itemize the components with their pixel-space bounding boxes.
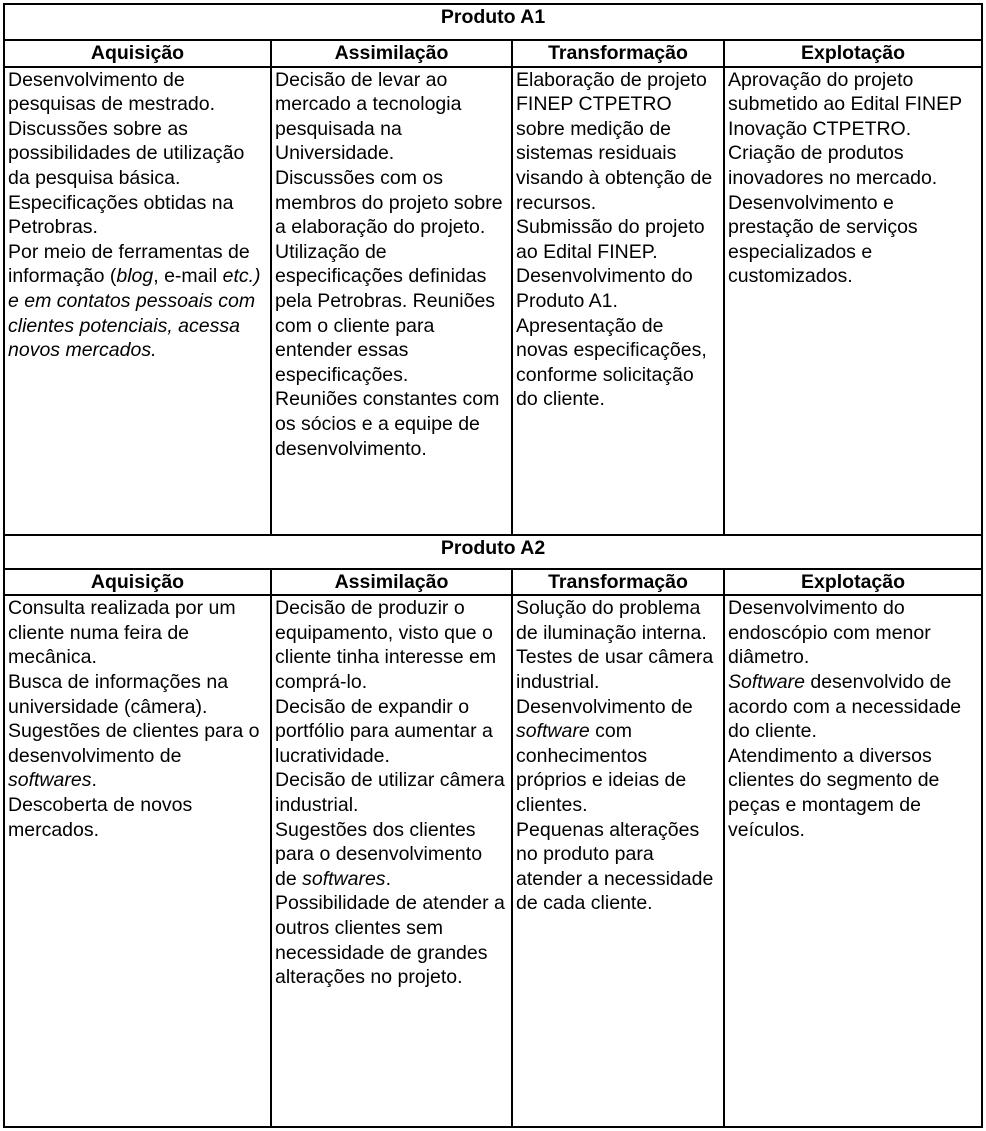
cell-paragraph: Atendimento a diversos clientes do segmento de peças e montagem de veículos.	[728, 744, 940, 841]
cell-a2-explotacao	[724, 595, 982, 1127]
cell-paragraph: Utilização de especificações definidas pela Petrobras. Reuniões com o cliente para entender essas especificações.	[275, 240, 496, 386]
cell-a1-explotacao	[724, 67, 982, 535]
cell-a1-assimilacao	[271, 67, 512, 535]
cell-a2-assimilacao	[271, 595, 512, 1127]
analysis-table	[3, 3, 983, 1128]
col-head-aquisicao: Aquisição	[4, 569, 271, 596]
cell-paragraph: Por meio de ferramentas de informação (blog, e-mail etc.) e em contatos pessoais com clientes potenciais, acessa novos mercados.	[8, 240, 261, 362]
cell-paragraph: Descoberta de novos mercados.	[8, 793, 193, 841]
cell-paragraph: Busca de informações na universidade (câmera).	[8, 670, 229, 718]
col-head-transformacao: Transformação	[512, 569, 724, 596]
cell-paragraph: Decisão de levar ao mercado a tecnologia pesquisada na Universidade.	[275, 68, 462, 165]
col-head-aquisicao: Aquisição	[4, 40, 271, 67]
section-title-produto-a2: Produto A2	[4, 535, 982, 569]
cell-paragraph: Desenvolvimento do endoscópio com menor diâmetro.	[728, 597, 931, 669]
col-head-explotacao: Explotação	[724, 569, 982, 596]
cell-a2-aquisicao	[4, 595, 271, 1127]
cell-paragraph: Desenvolvimento e prestação de serviços especializados e customizados.	[728, 191, 918, 288]
cell-a1-transformacao	[512, 67, 724, 535]
col-head-transformacao: Transformação	[512, 40, 724, 67]
cell-a2-transformacao	[512, 595, 724, 1127]
cell-paragraph: Especificações obtidas na Petrobras.	[8, 191, 234, 239]
cell-paragraph: Software desenvolvido de acordo com a necessidade do cliente.	[728, 670, 962, 743]
cell-paragraph: Elaboração de projeto FINEP CTPETRO sobre medição de sistemas residuais visando à obtenção de recursos.	[516, 68, 713, 214]
col-head-assimilacao: Assimilação	[271, 40, 512, 67]
cell-paragraph: Sugestões dos clientes para o desenvolvimento de softwares.	[275, 818, 483, 890]
cell-paragraph: Testes de usar câmera industrial.	[516, 646, 714, 693]
cell-paragraph: Desenvolvimento de pesquisas de mestrado.	[8, 68, 216, 116]
cell-paragraph: Consulta realizada por um cliente numa feira de mecânica.	[8, 597, 236, 669]
cell-paragraph: Criação de produtos inovadores no mercado.	[728, 142, 938, 189]
cell-paragraph: Desenvolvimento do Produto A1.	[516, 265, 693, 312]
cell-paragraph: Decisão de utilizar câmera industrial.	[275, 769, 505, 816]
cell-paragraph: Aprovação do projeto submetido ao Edital FINEP Inovação CTPETRO.	[728, 68, 962, 140]
col-head-explotacao: Explotação	[724, 40, 982, 67]
section-title-produto-a1: Produto A1	[4, 4, 982, 40]
cell-paragraph: Discussões sobre as possibilidades de utilização da pesquisa básica.	[8, 117, 245, 189]
cell-paragraph: Sugestões de clientes para o desenvolvimento de softwares.	[8, 720, 260, 792]
cell-paragraph: Reuniões constantes com os sócios e a equipe de desenvolvimento.	[275, 388, 500, 460]
cell-paragraph: Possibilidade de atender a outros clientes sem necessidade de grandes alterações no projeto.	[275, 892, 505, 989]
cell-paragraph: Decisão de produzir o equipamento, visto que o cliente tinha interesse em comprá-lo.	[275, 597, 497, 693]
cell-paragraph: Submissão do projeto ao Edital FINEP.	[516, 216, 705, 263]
cell-paragraph: Desenvolvimento de software com conhecimentos próprios e ideias de clientes.	[516, 695, 693, 816]
cell-paragraph: Discussões com os membros do projeto sobre a elaboração do projeto.	[275, 166, 503, 239]
cell-paragraph: Apresentação de novas especificações, conforme solicitação do cliente.	[516, 314, 707, 411]
cell-a1-aquisicao	[4, 67, 271, 535]
cell-paragraph: Solução do problema de iluminação interna.	[516, 597, 707, 644]
cell-paragraph: Pequenas alterações no produto para atender a necessidade de cada cliente.	[516, 818, 714, 915]
cell-paragraph: Decisão de expandir o portfólio para aumentar a lucratividade.	[275, 695, 493, 767]
col-head-assimilacao: Assimilação	[271, 569, 512, 596]
